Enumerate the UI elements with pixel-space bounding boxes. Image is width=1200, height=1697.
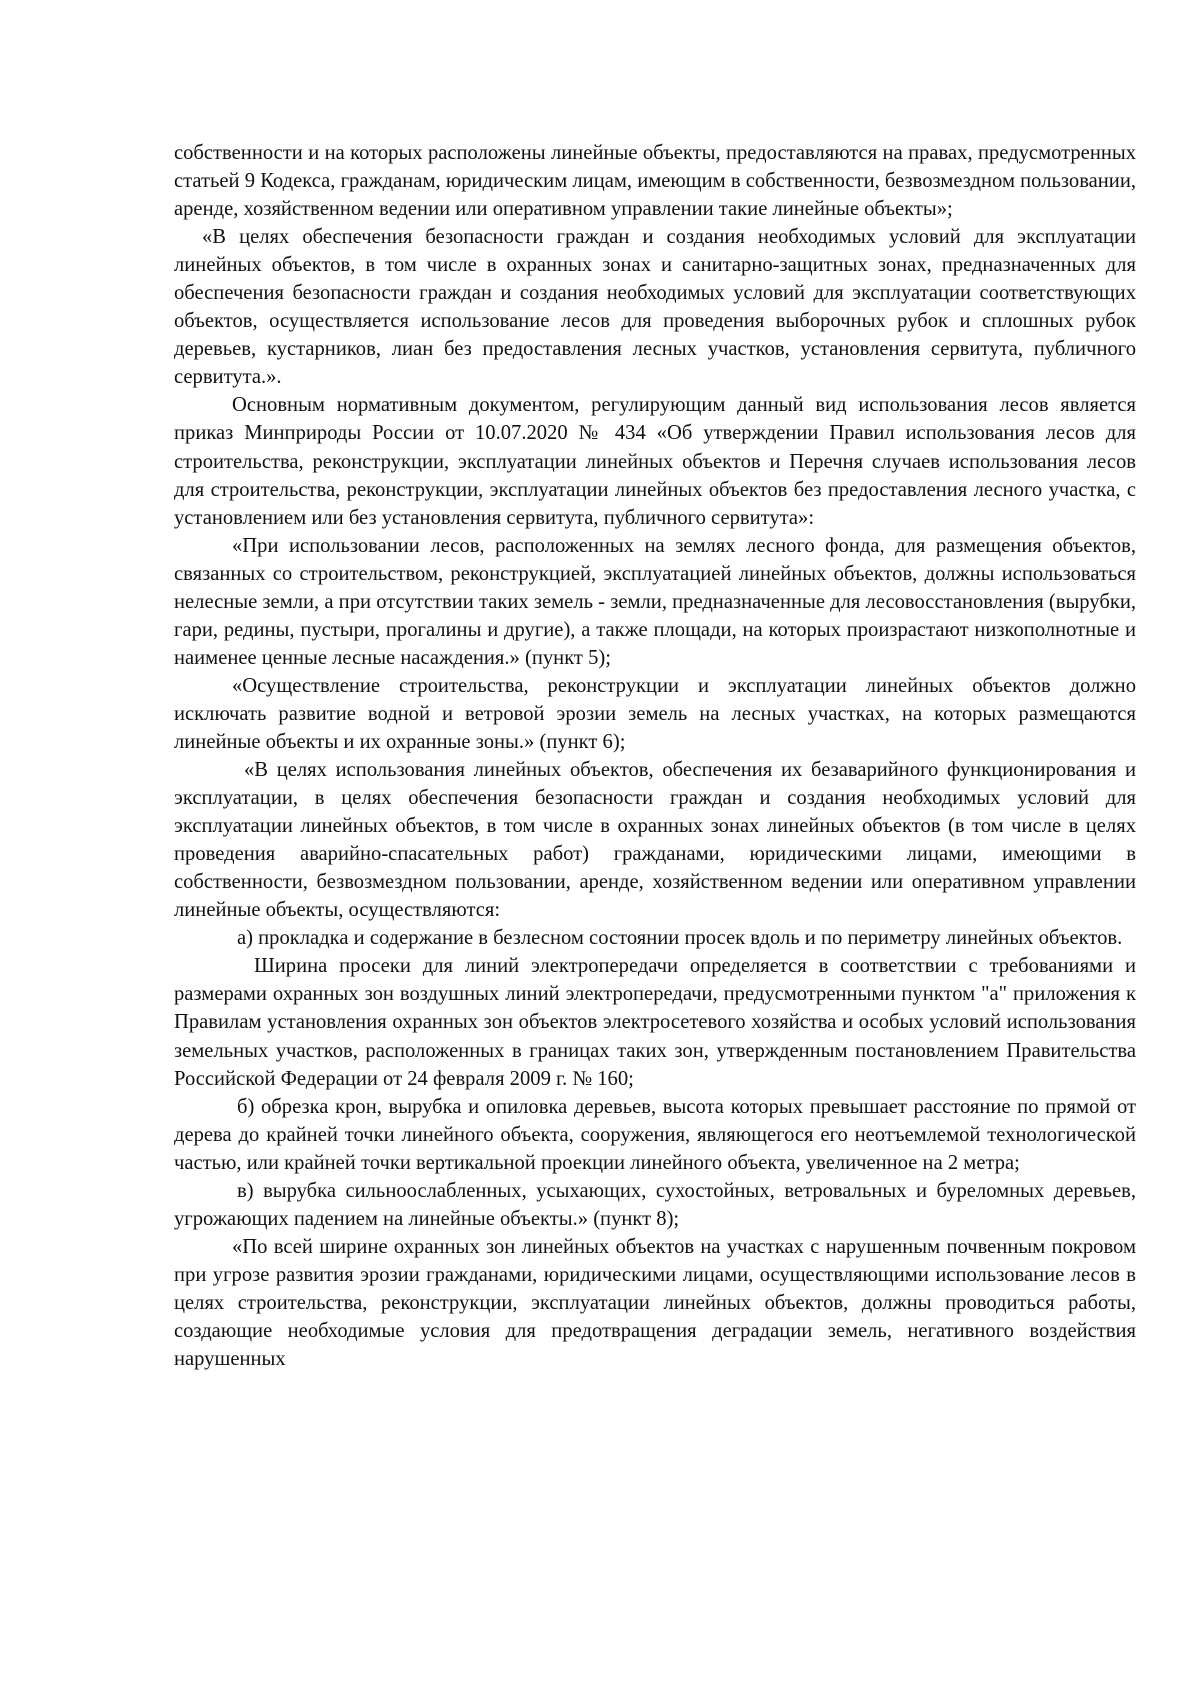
paragraph-safety-quote: «В целях обеспечения безопасности граждан и создания необходимых условий для эксплуатации линейных объектов, в том числе в охранных зонах и санитарно-защитных зонах, предназначенных для обеспечения безопасности граждан и создания необходимых условий для эксплуатации соответствующих объектов, осуществляется использование лесов для проведения выборочных рубок и сплошных рубок деревьев, кустарников, лиан без предоставления лесных участков, установления сервитута, публичного сервитута.». (174, 226, 1136, 389)
document-page (174, 139, 1136, 1373)
paragraph-item-a: а) прокладка и содержание в безлесном состоянии просек вдоль и по периметру линейных объектов. (237, 927, 1123, 950)
paragraph-point-5: «При использовании лесов, расположенных на землях лесного фонда, для размещения объектов, связанных со строительством, реконструкцией, эксплуатацией линейных объектов, должны использоваться нелесные земли, а при отсутствии таких земель - земли, предназначенные для лесовосстановления (вырубки, гари, редины, пустыри, прогалины и другие), а также площади, на которых произрастают низкополнотные и наименее ценные лесные насаждения.» (пункт 5); (174, 534, 1136, 669)
paragraph-item-c: в) вырубка сильноослабленных, усыхающих, сухостойных, ветровальных и буреломных деревьев, угрожающих падением на линейные объекты.» (пункт 8); (174, 1179, 1136, 1230)
paragraph-clearing-width: Ширина просеки для линий электропередачи определяется в соответствии с требованиями и размерами охранных зон воздушных линий электропередачи, предусмотренными пунктом "а" приложения к Правилам установления охранных зон объектов электросетевого хозяйства и особых условий использования земельных участков, расположенных в границах таких зон, утвержденным постановлением Правительства Российской Федерации от 24 февраля 2009 г. № 160; (174, 955, 1136, 1090)
paragraph-main-regulation: Основным нормативным документом, регулирующим данный вид использования лесов является приказ Минприроды России от 10.07.2020 № 434 «Об утверждении Правил использования лесов для строительства, реконструкции, эксплуатации линейных объектов и Перечня случаев использования лесов для строительства, реконструкции, эксплуатации линейных объектов без предоставления лесного участка, с установлением или без установления сервитута, публичного сервитута»: (174, 394, 1136, 529)
paragraph-point-8-intro: «В целях использования линейных объектов, обеспечения их безаварийного функционирования и эксплуатации, в целях обеспечения безопасности граждан и создания необходимых условий для эксплуатации линейных объектов, в том числе в охранных зонах линейных объектов (в том числе в целях проведения аварийно-спасательных работ) гражданами, юридическими лицами, имеющими в собственности, безвозмездном пользовании, аренде, хозяйственном ведении или оперативном управлении линейные объекты, осуществляются: (174, 759, 1136, 922)
paragraph-point-6: «Осуществление строительства, реконструкции и эксплуатации линейных объектов должно исключать развитие водной и ветровой эрозии земель на лесных участках, на которых размещаются линейные объекты и их охранные зоны.» (пункт 6); (174, 674, 1136, 753)
paragraph-item-b: б) обрезка крон, вырубка и опиловка деревьев, высота которых превышает расстояние по прямой от дерева до крайней точки линейного объекта, сооружения, являющегося его неотъемлемой технологической частью, или крайней точки вертикальной проекции линейного объекта, увеличенное на 2 метра; (174, 1095, 1136, 1174)
paragraph-ownership-continuation: собственности и на которых расположены линейные объекты, предоставляются на правах, предусмотренных статьей 9 Кодекса, гражданам, юридическим лицам, имеющим в собственности, безвозмездном пользовании, аренде, хозяйственном ведении или оперативном управлении такие линейные объекты»; (174, 142, 1136, 221)
paragraph-erosion-protection: «По всей ширине охранных зон линейных объектов на участках с нарушенным почвенным покровом при угрозе развития эрозии гражданами, юридическими лицами, осуществляющими использование лесов в целях строительства, реконструкции, эксплуатации линейных объектов, должны проводиться работы, создающие необходимые условия для предотвращения деградации земель, негативного воздействия нарушенных (174, 1235, 1136, 1371)
